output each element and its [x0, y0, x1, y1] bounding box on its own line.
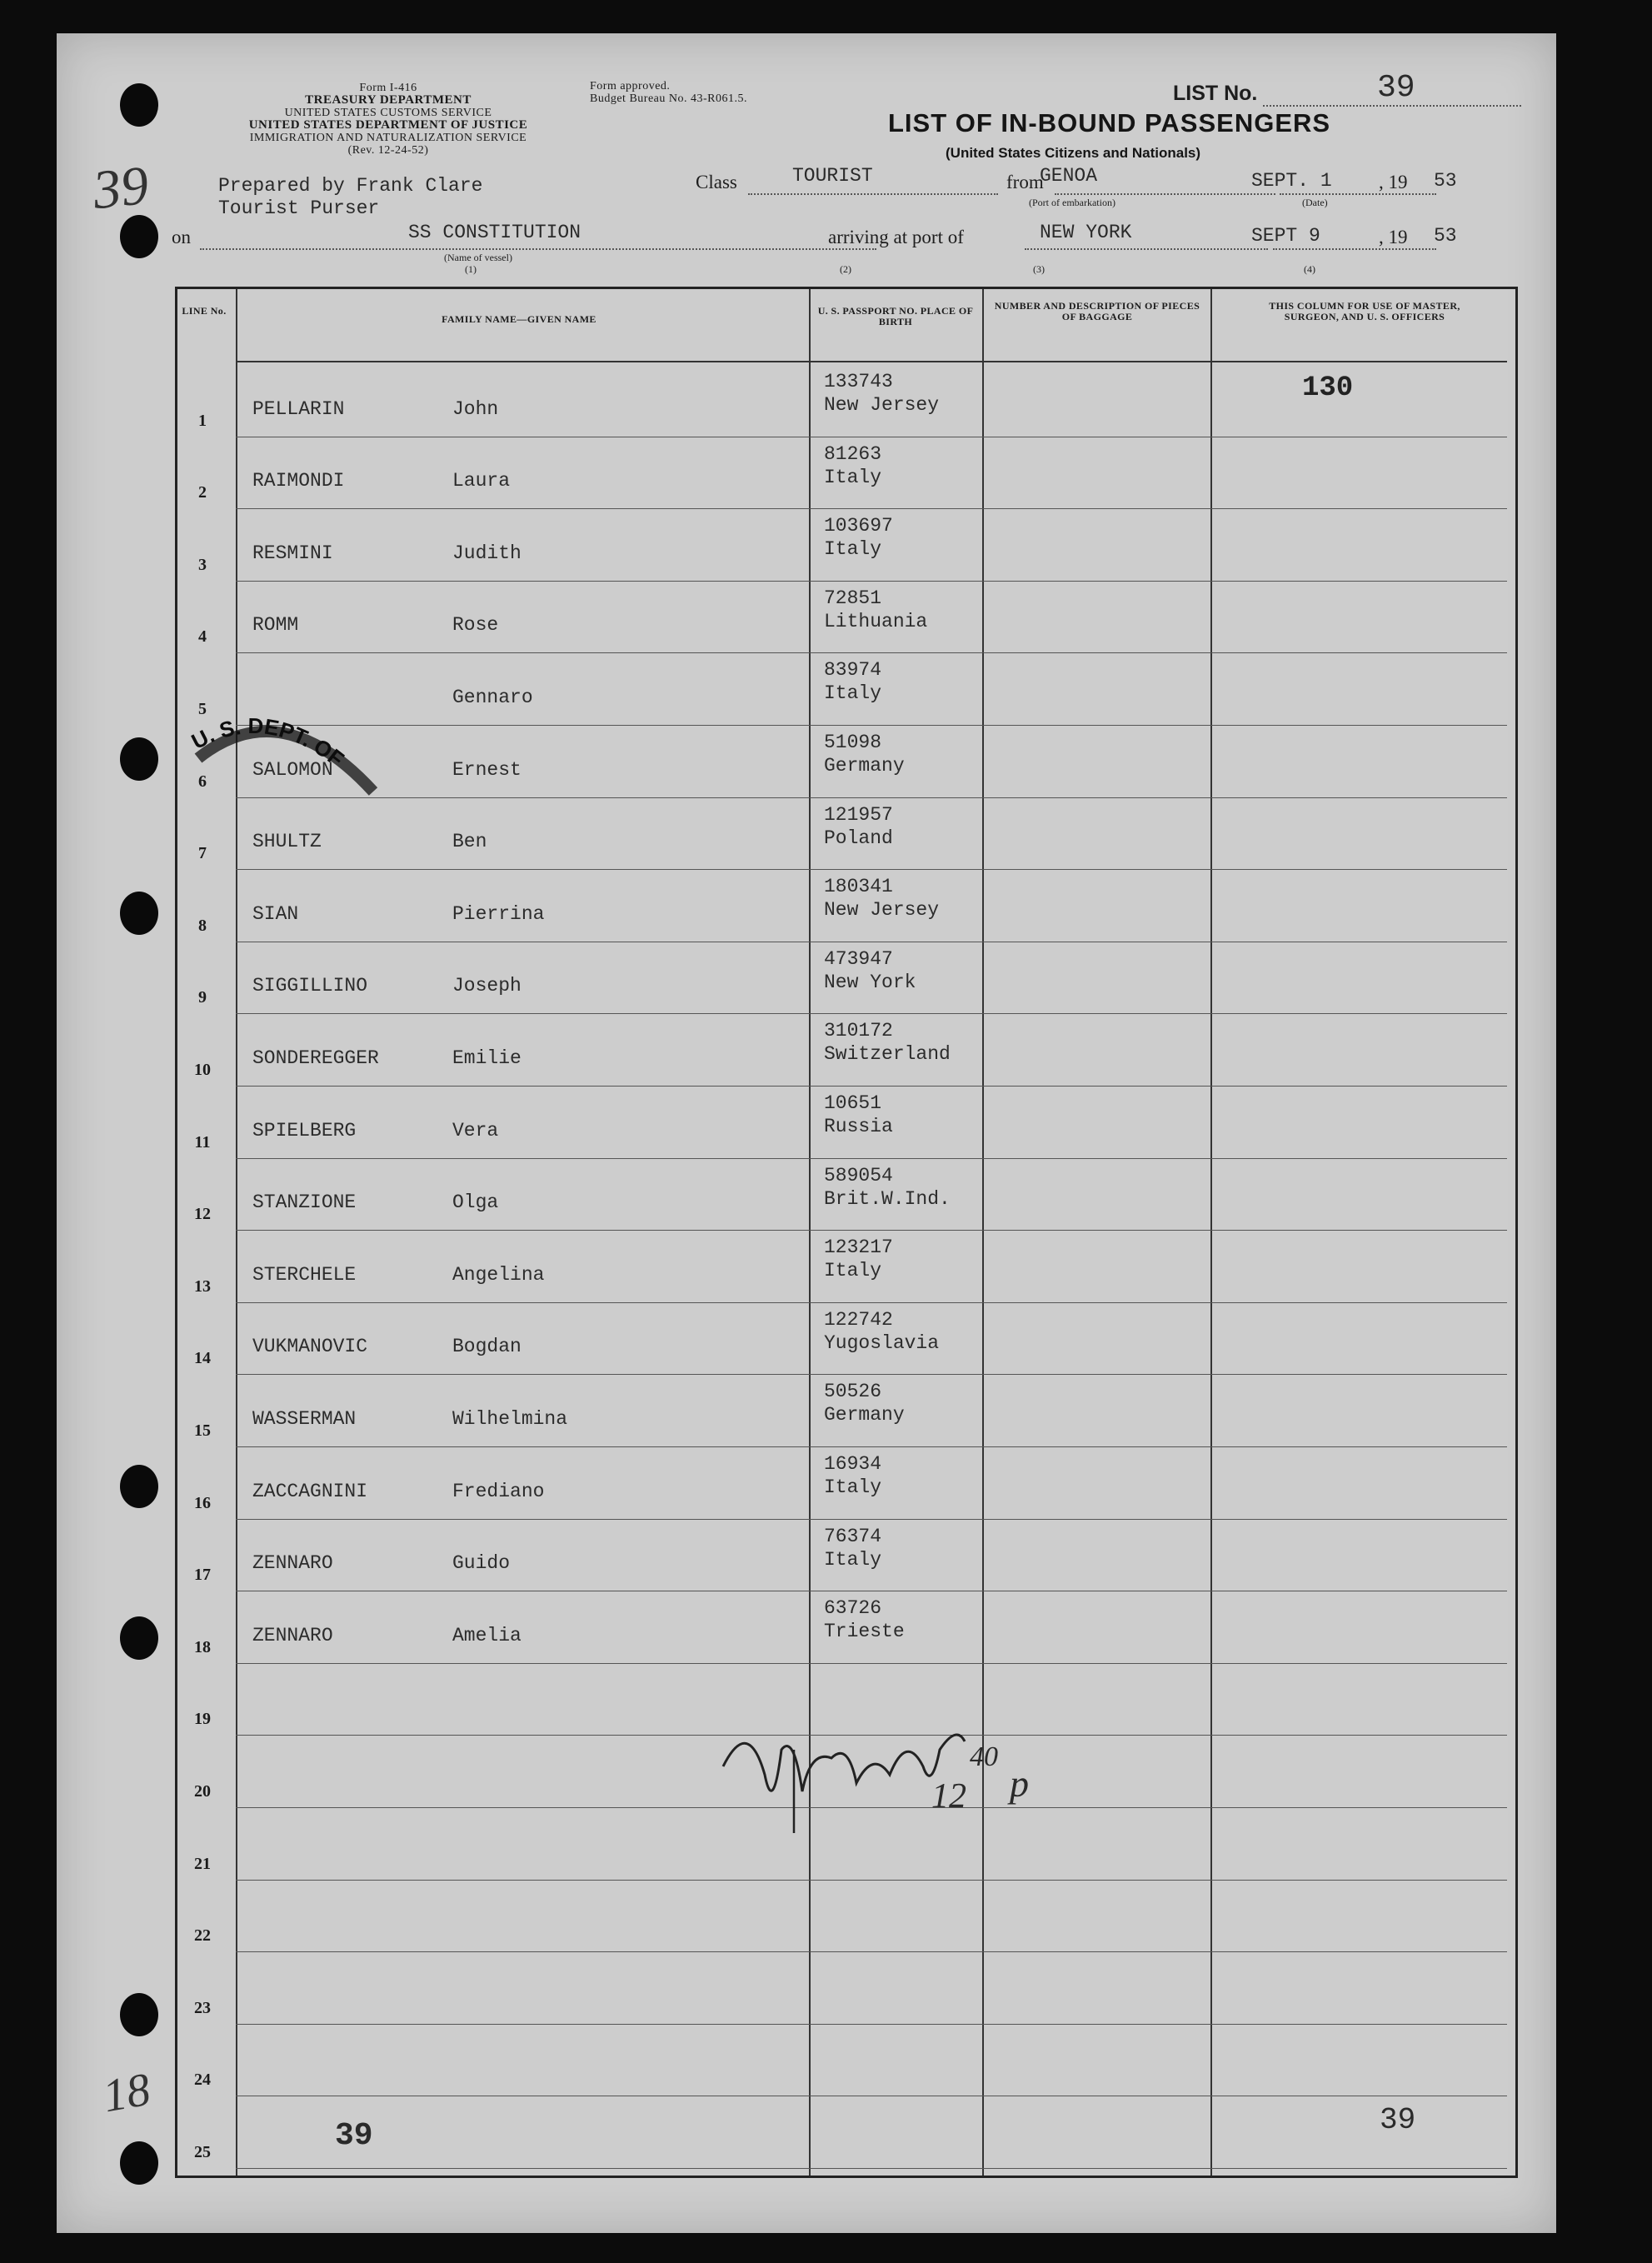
passport-number: 310172 [824, 1020, 893, 1042]
given-name: Laura [452, 470, 511, 492]
given-name: Gennaro [452, 686, 533, 708]
given-name: Rose [452, 614, 499, 637]
line-number: 8 [198, 916, 207, 935]
vessel-name: SS CONSTITUTION [408, 222, 581, 243]
table-row [177, 1446, 1515, 1519]
row-rule [236, 2168, 1507, 2169]
given-name: Ernest [452, 758, 522, 781]
caption-3: (3) [1033, 263, 1045, 275]
caption-4: (4) [1304, 263, 1315, 275]
family-name: SALOMON [252, 758, 333, 781]
place-of-birth: Lithuania [824, 610, 928, 632]
passenger-table [175, 287, 1518, 2178]
family-name: SPIELBERG [252, 1119, 357, 1141]
arrival-year: 53 [1434, 225, 1457, 247]
line-number: 2 [198, 483, 207, 502]
family-name: ZENNARO [252, 1552, 333, 1575]
passport-number: 473947 [824, 947, 893, 970]
family-name: ZACCAGNINI [252, 1480, 368, 1502]
given-name: Angelina [452, 1263, 545, 1286]
line-number: 13 [194, 1276, 211, 1296]
line-number: 18 [194, 1637, 211, 1656]
table-row [177, 437, 1515, 509]
given-name: Pierrina [452, 902, 545, 925]
table-row [177, 1519, 1515, 1591]
passport-number: 72851 [824, 587, 882, 609]
col-header-officers: THIS COLUMN FOR USE OF MASTER, SURGEON, AND U. S. OFFICERS [1269, 300, 1460, 322]
given-name: Olga [452, 1191, 499, 1214]
family-name: SHULTZ [252, 831, 322, 853]
place-of-birth: Germany [824, 755, 905, 777]
form-approval [590, 80, 806, 105]
year2-prefix: , 19 [1379, 227, 1408, 247]
caption-2: (2) [840, 263, 851, 275]
table-row [177, 1374, 1515, 1446]
place-of-birth: Poland [824, 827, 893, 849]
sig-number: 12 [931, 1777, 966, 1816]
header-rule [236, 361, 1507, 362]
table-row [177, 1158, 1515, 1231]
given-name: John [452, 397, 499, 420]
family-name: STANZIONE [252, 1191, 357, 1214]
line-number: 16 [194, 1493, 211, 1512]
date2-rule [1273, 248, 1436, 250]
line-number: 15 [194, 1421, 211, 1440]
class-rule [748, 193, 998, 195]
given-name: Judith [452, 542, 522, 564]
table-row [177, 869, 1515, 942]
family-name: ZENNARO [252, 1624, 333, 1646]
table-row [177, 1086, 1515, 1158]
table-row [177, 1591, 1515, 1663]
place-of-birth: Italy [824, 1260, 882, 1282]
place-of-birth: Italy [824, 682, 882, 705]
given-name: Emilie [452, 1047, 522, 1069]
binder-hole [120, 2141, 158, 2185]
place-of-birth: Yugoslavia [824, 1331, 940, 1354]
passport-number: 63726 [824, 1597, 882, 1620]
binder-hole [120, 83, 158, 127]
passport-number: 123217 [824, 1236, 893, 1259]
passport-number: 122742 [824, 1308, 893, 1331]
footer-right-no: 39 [1380, 2103, 1416, 2137]
line-number: 19 [194, 1710, 211, 1729]
passport-number: 50526 [824, 1381, 882, 1403]
caption-1: (1) [465, 263, 477, 275]
line-number: 12 [194, 1205, 211, 1224]
place-of-birth: Switzerland [824, 1043, 951, 1066]
from-label: from [1006, 172, 1044, 192]
table-row [177, 1302, 1515, 1375]
table-row [177, 2024, 1515, 2096]
passport-number: 10651 [824, 1092, 882, 1114]
svg-text:U. S. DEPT. OF [187, 713, 349, 772]
family-name: SIAN [252, 902, 299, 925]
table-row [177, 942, 1515, 1014]
line-number: 6 [198, 772, 207, 791]
line-number: 1 [198, 411, 207, 430]
passport-number: 76374 [824, 1525, 882, 1547]
sig-super: 40 [970, 1741, 998, 1772]
margin-bottom-note: 18 [99, 2063, 154, 2123]
class-value: TOURIST [792, 165, 873, 187]
line-number: 17 [194, 1566, 211, 1585]
table-row [177, 1230, 1515, 1302]
family-name: WASSERMAN [252, 1407, 357, 1430]
line-number: 4 [198, 627, 207, 647]
table-row [177, 1880, 1515, 1952]
inspector-signature [715, 1700, 1098, 1866]
family-name: PELLARIN [252, 397, 345, 420]
passport-number: 121957 [824, 803, 893, 826]
date-caption: (Date) [1302, 197, 1328, 208]
passport-number: 103697 [824, 515, 893, 537]
class-label: Class [696, 172, 737, 192]
line-number: 5 [198, 699, 207, 718]
justice-dept: UNITED STATES DEPARTMENT OF JUSTICE [248, 118, 528, 132]
place-of-birth: Italy [824, 538, 882, 561]
officer-count: 130 [1302, 372, 1354, 404]
place-of-birth: New York [824, 971, 916, 993]
line-number: 14 [194, 1349, 211, 1368]
family-name: VUKMANOVIC [252, 1336, 368, 1358]
sig-p: p [1010, 1762, 1029, 1805]
place-of-birth: Trieste [824, 1621, 905, 1643]
port-of-embarkation: GENOA [1040, 165, 1098, 187]
binder-hole [120, 1616, 158, 1660]
given-name: Vera [452, 1119, 499, 1141]
given-name: Amelia [452, 1624, 522, 1646]
arriving-label: arriving at port of [828, 227, 964, 247]
place-of-birth: Italy [824, 1476, 882, 1498]
binder-hole [120, 1993, 158, 2036]
line-number: 11 [194, 1132, 211, 1151]
place-of-birth: Italy [824, 466, 882, 488]
place-of-birth: New Jersey [824, 394, 940, 416]
table-row [177, 2096, 1515, 2168]
date1-rule [1280, 193, 1436, 195]
passport-number: 589054 [824, 1164, 893, 1186]
form-approved: Form approved. [590, 80, 671, 92]
col-header-passport: U. S. PASSPORT NO. PLACE OF BIRTH [817, 305, 974, 327]
passport-number: 81263 [824, 442, 882, 465]
place-of-birth: Brit.W.Ind. [824, 1187, 951, 1210]
line-number: 20 [194, 1781, 211, 1801]
col-header-baggage: NUMBER AND DESCRIPTION OF PIECES OF BAGGAGE [994, 300, 1200, 322]
list-no-label: LIST No. [1173, 82, 1258, 105]
treasury-dept: TREASURY DEPARTMENT [305, 93, 472, 107]
customs-service: UNITED STATES CUSTOMS SERVICE [284, 107, 492, 119]
family-name: RAIMONDI [252, 470, 345, 492]
list-no-value: 39 [1377, 70, 1415, 106]
embark-year: 53 [1434, 170, 1457, 192]
line-number: 22 [194, 1926, 211, 1946]
given-name: Frediano [452, 1480, 545, 1502]
arrival-date: SEPT 9 [1251, 225, 1320, 247]
margin-note: 39 [90, 154, 152, 222]
embark-date: SEPT. 1 [1251, 170, 1332, 192]
port-rule [1025, 248, 1268, 250]
passport-number: 16934 [824, 1453, 882, 1475]
family-name: SIGGILLINO [252, 975, 368, 997]
place-of-birth: Russia [824, 1116, 893, 1137]
given-name: Bogdan [452, 1336, 522, 1358]
table-row [177, 581, 1515, 653]
binder-hole [120, 892, 158, 935]
given-name: Wilhelmina [452, 1407, 568, 1430]
line-number: 24 [194, 2071, 211, 2090]
given-name: Ben [452, 831, 487, 853]
family-name: SONDEREGGER [252, 1047, 379, 1069]
family-name: RESMINI [252, 542, 333, 564]
form-agency-block [172, 82, 605, 157]
form-revision: (Rev. 12-24-52) [347, 144, 429, 157]
table-row [177, 508, 1515, 581]
line-number: 10 [194, 1060, 211, 1079]
port-of-arrival: NEW YORK [1040, 222, 1132, 243]
family-name: STERCHELE [252, 1263, 357, 1286]
prepared-by: Prepared by Frank Clare [218, 175, 483, 197]
vessel-rule [200, 248, 876, 250]
port-embark-caption: (Port of embarkation) [1029, 197, 1115, 208]
vessel-caption: (Name of vessel) [444, 252, 512, 263]
document-page [57, 33, 1556, 2233]
prepared-by-position: Tourist Purser [218, 197, 380, 219]
official-stamp [182, 675, 382, 858]
budget-bureau: Budget Bureau No. 43-R061.5. [590, 92, 747, 105]
col-header-line-no: LINE No. [182, 305, 227, 317]
line-number: 9 [198, 988, 207, 1007]
binder-hole [120, 1465, 158, 1508]
footer-left-no: 39 [335, 2118, 373, 2154]
binder-hole [120, 215, 158, 258]
line-number: 23 [194, 1998, 211, 2017]
form-title: LIST OF IN-BOUND PASSENGERS [888, 108, 1331, 137]
line-number: 21 [194, 1854, 211, 1873]
form-number: Form I-416 [359, 82, 417, 94]
form-subtitle: (United States Citizens and Nationals) [946, 145, 1201, 161]
line-number: 3 [198, 555, 207, 574]
passport-number: 133743 [824, 371, 893, 392]
col-header-name: FAMILY NAME—GIVEN NAME [442, 313, 596, 325]
table-row [177, 1013, 1515, 1086]
line-number: 25 [194, 2142, 211, 2161]
year1-prefix: , 19 [1379, 172, 1408, 192]
passport-number: 51098 [824, 732, 882, 753]
passport-number: 83974 [824, 659, 882, 682]
on-label: on [172, 227, 191, 247]
place-of-birth: Italy [824, 1548, 882, 1571]
table-row [177, 1951, 1515, 2024]
line-number: 7 [198, 844, 207, 863]
place-of-birth: Germany [824, 1404, 905, 1426]
stamp-text: U. S. DEPT. OF [187, 712, 349, 772]
place-of-birth: New Jersey [824, 899, 940, 922]
given-name: Guido [452, 1552, 511, 1575]
passport-number: 180341 [824, 876, 893, 898]
given-name: Joseph [452, 975, 522, 997]
family-name: ROMM [252, 614, 299, 637]
binder-hole [120, 737, 158, 781]
ins-service: IMMIGRATION AND NATURALIZATION SERVICE [249, 132, 527, 144]
from-rule [1055, 193, 1275, 195]
